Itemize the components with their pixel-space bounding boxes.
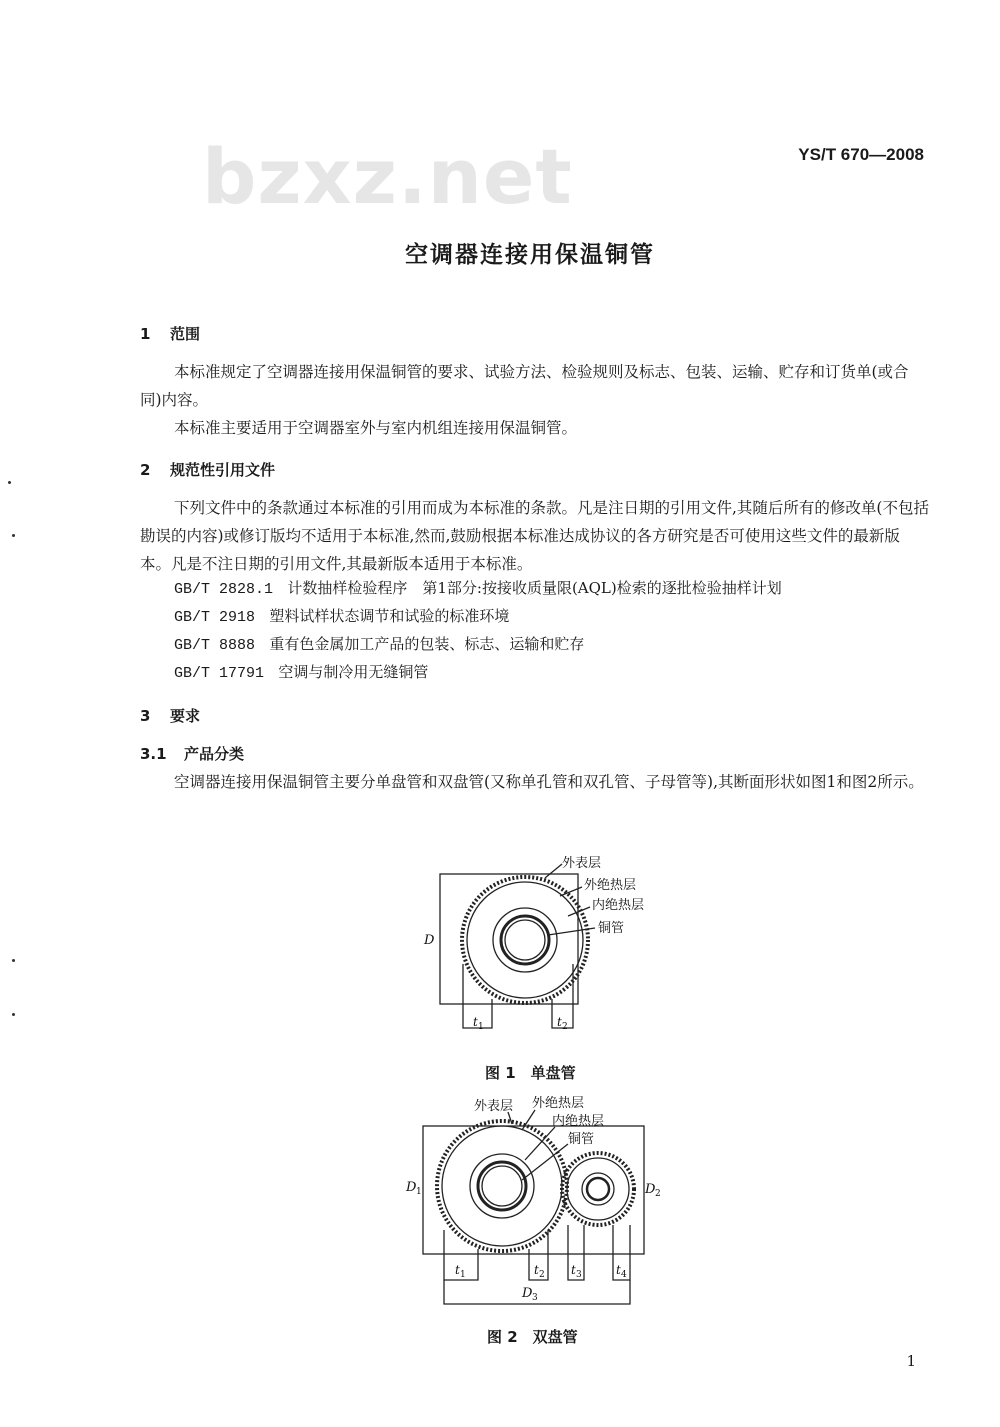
fig1-label-inner-insulation: 内绝热层 [592,898,645,913]
reference-title: 计数抽样检验程序 第1部分:按接收质量限(AQL)检索的逐批检验抽样计划 [287,579,782,597]
fig1-label-D: D [424,933,435,948]
standard-code: YS/T 670—2008 [798,145,924,164]
fig2-small-outer-insulation [567,1158,629,1220]
fig1-copper-tube-inner [505,920,545,960]
reference-code: GB/T 17791 [174,665,265,682]
fig2-large-inner-insulation [470,1154,534,1218]
fig2-label-outer-skin: 外表层 [474,1099,514,1114]
reference-code: GB/T 8888 [174,637,256,654]
section-number: 3 [140,707,151,725]
fig1-label-t2-sub: 2 [562,1022,568,1032]
fig2-label-outer-insulation: 外绝热层 [532,1096,585,1111]
fig2-label-t2: t [534,1263,539,1277]
fig2-label-t4-sub: 4 [621,1270,627,1280]
reference-title: 重有色金属加工产品的包装、标志、运输和贮存 [269,635,585,653]
section-number: 3.1 [140,745,167,763]
fig2-large-copper-tube-inner [482,1166,522,1206]
reference-title: 塑料试样状态调节和试验的标准环境 [269,607,510,625]
figure-2-caption: 图 2 双盘管 [487,1328,578,1346]
section-number: 2 [140,461,151,479]
fig1-copper-tube [501,916,549,964]
scan-speck [12,534,15,537]
fig2-small-copper-tube [587,1178,609,1200]
fig2-label-D2: D [645,1182,656,1197]
section-1-paragraph-1: 本标准规定了空调器连接用保温铜管的要求、试验方法、检验规则及标志、包装、运输、贮存和订货单(或合同)内容。 [140,363,909,409]
page-number: 1 [906,1352,916,1370]
fig2-label-D1: D [406,1180,417,1195]
section-title: 规范性引用文件 [170,461,276,479]
fig2-label-t3: t [571,1263,576,1277]
fig2-label-inner-insulation: 内绝热层 [552,1114,605,1129]
fig1-label-t2: t [557,1015,562,1029]
fig2-label-t4: t [616,1263,621,1277]
reference-code: GB/T 2828.1 [174,581,274,598]
figure-1-caption: 图 1 单盘管 [485,1064,576,1082]
fig1-label-outer-insulation: 外绝热层 [584,878,637,893]
fig2-label-D1-sub: 1 [416,1187,422,1197]
fig2-label-t3-sub: 3 [576,1270,582,1280]
section-2-paragraph-1: 下列文件中的条款通过本标准的引用而成为本标准的条款。凡是注日期的引用文件,其随后所有的修改单(不包括勘误的内容)或修订版均不适用于本标准,然而,鼓励根据本标准达成协议的各方研究是否可使用这些文件的最新版本。凡是不注日期的引用文件,其最新版本适用于本标准。 [140,499,929,573]
fig2-label-D2-sub: 2 [655,1189,661,1199]
reference-title: 空调与制冷用无缝铜管 [278,663,429,681]
reference-code: GB/T 2918 [174,609,256,626]
fig2-label-t2-sub: 2 [539,1270,545,1280]
scan-speck [12,959,15,962]
fig1-t2-dimension [552,964,573,1028]
fig2-label-t1-sub: 1 [460,1270,466,1280]
fig1-leader [545,864,562,878]
fig2-label-copper-tube: 铜管 [568,1132,595,1147]
fig1-label-t1: t [473,1015,478,1029]
scan-speck [12,1013,15,1016]
fig1-inner-insulation [493,908,557,972]
section-title: 范围 [170,325,201,343]
fig1-label-copper-tube: 铜管 [598,921,625,936]
fig2-large-copper-tube [478,1162,526,1210]
fig1-label-t1-sub: 1 [478,1022,484,1032]
section-title: 产品分类 [184,745,245,763]
section-1-paragraph-2: 本标准主要适用于空调器室外与室内机组连接用保温铜管。 [174,419,578,437]
fig2-label-t1: t [455,1263,460,1277]
fig1-outer-skin [462,877,588,1003]
fig2-label-D3: D [522,1286,533,1301]
section-title: 要求 [170,707,201,725]
page-title: 空调器连接用保温铜管 [405,242,655,268]
section-number: 1 [140,325,151,343]
watermark: bzxz.net [202,132,573,221]
fig2-label-D3-sub: 3 [532,1293,538,1303]
fig2-small-outer-skin [562,1153,634,1225]
section-3-1-paragraph: 空调器连接用保温铜管主要分单盘管和双盘管(又称单孔管和双孔管、子母管等),其断面形状如图1和图2所示。 [174,773,924,791]
scan-speck [8,481,11,484]
fig1-label-outer-skin: 外表层 [562,856,602,871]
fig2-large-outer-insulation [442,1126,562,1246]
fig1-outer-insulation [467,882,583,998]
